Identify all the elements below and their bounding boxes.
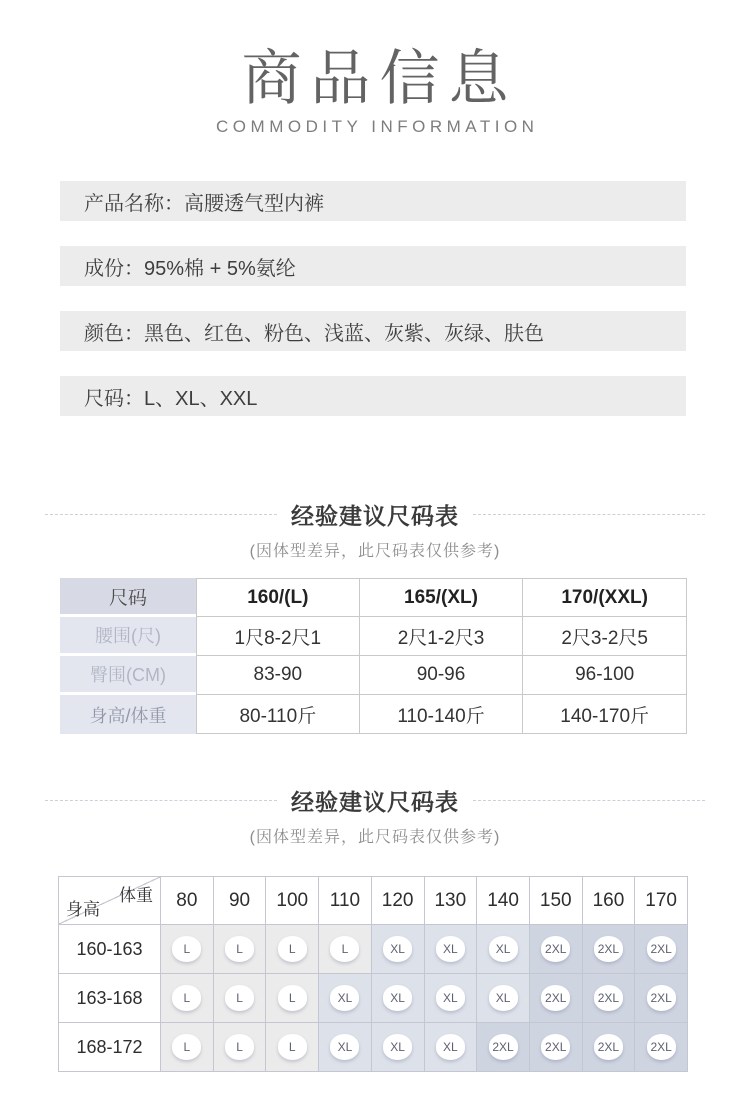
- table-cell: 80-110斤: [196, 695, 360, 734]
- product-info-row-name: [60, 181, 686, 221]
- page-subtitle: COMMODITY INFORMATION: [216, 117, 539, 136]
- product-info-label: 尺码：: [84, 387, 144, 410]
- size-chart-1-title: 经验建议尺码表: [291, 503, 459, 529]
- weight-column-header: 160: [583, 876, 636, 925]
- size-badge: 2XL: [647, 1034, 676, 1060]
- size-cell: [477, 974, 530, 1023]
- section-title-row: [45, 498, 705, 531]
- size-chart-1-note: (因体型差异，此尺码表仅供参考): [249, 543, 501, 560]
- size-cell: [214, 925, 267, 974]
- size-badge: L: [172, 985, 201, 1011]
- product-info-row-colors: [60, 311, 686, 351]
- size-badge: 2XL: [647, 936, 676, 962]
- weight-label: 体重: [119, 886, 153, 905]
- table-cell: 2尺1-2尺3: [360, 617, 524, 656]
- size-cell: [477, 925, 530, 974]
- dashed-divider-left: [45, 514, 277, 515]
- height-row-header: 160-163: [58, 925, 161, 974]
- size-cell: [214, 1023, 267, 1072]
- size-cell: [583, 974, 636, 1023]
- size-cell: [530, 1023, 583, 1072]
- size-badge: L: [278, 1034, 307, 1060]
- size-cell: [635, 1023, 688, 1072]
- dashed-divider-right: [473, 800, 705, 801]
- size-cell: [266, 925, 319, 974]
- size-badge: 2XL: [647, 985, 676, 1011]
- weight-column-header: 80: [161, 876, 214, 925]
- size-cell: [583, 1023, 636, 1072]
- weight-column-header: 90: [214, 876, 267, 925]
- size-cell: [425, 925, 478, 974]
- size-cell: [635, 925, 688, 974]
- size-badge: L: [172, 1034, 201, 1060]
- size-cell: [530, 974, 583, 1023]
- size-cell: [266, 974, 319, 1023]
- product-info-row-sizes: [60, 376, 686, 416]
- weight-column-header: 100: [266, 876, 319, 925]
- table-cell: 110-140斤: [360, 695, 524, 734]
- size-badge: 2XL: [489, 1034, 518, 1060]
- size-cell: [319, 925, 372, 974]
- size-badge: 2XL: [541, 936, 570, 962]
- size-cell: [372, 1023, 425, 1072]
- weight-column-header: 170: [635, 876, 688, 925]
- product-info-label: 成份：: [84, 257, 144, 280]
- table-cell: 140-170斤: [523, 695, 687, 734]
- size-badge: 2XL: [594, 1034, 623, 1060]
- size-cell: [372, 925, 425, 974]
- size-badge: L: [278, 985, 307, 1011]
- table-cell: 90-96: [360, 656, 524, 695]
- product-info-value: 高腰透气型内裤: [184, 192, 324, 215]
- row-label-cell: 尺码: [60, 578, 196, 617]
- diagonal-header-cell: [58, 876, 161, 925]
- size-cell: [635, 974, 688, 1023]
- product-info-list: [60, 181, 686, 416]
- weight-column-header: 120: [372, 876, 425, 925]
- size-badge: XL: [330, 1034, 359, 1060]
- size-badge: XL: [436, 1034, 465, 1060]
- size-badge: XL: [383, 936, 412, 962]
- size-cell: [583, 925, 636, 974]
- row-label-cell: 腰围(尺): [60, 617, 196, 656]
- size-cell: [425, 974, 478, 1023]
- product-info-value: 黑色、红色、粉色、浅蓝、灰紫、灰绿、肤色: [144, 322, 544, 345]
- product-info-value: 95%棉 + 5%氨纶: [144, 257, 296, 280]
- size-badge: L: [278, 936, 307, 962]
- row-label-cell: 身高/体重: [60, 695, 196, 734]
- weight-column-header: 150: [530, 876, 583, 925]
- size-chart-1-section: [45, 498, 705, 561]
- height-row-header: 168-172: [58, 1023, 161, 1072]
- product-info-value: L、XL、XXL: [144, 387, 258, 410]
- size-badge: L: [225, 936, 254, 962]
- size-badge: XL: [383, 1034, 412, 1060]
- size-cell: [372, 974, 425, 1023]
- size-chart-2-section: [45, 784, 705, 847]
- size-badge: XL: [436, 936, 465, 962]
- size-badge: L: [330, 936, 359, 962]
- weight-column-header: 110: [319, 876, 372, 925]
- size-badge: 2XL: [541, 985, 570, 1011]
- size-cell: [214, 974, 267, 1023]
- size-cell: [266, 1023, 319, 1072]
- weight-column-header: 130: [425, 876, 478, 925]
- height-label: 身高: [66, 900, 100, 919]
- size-badge: L: [172, 936, 201, 962]
- size-badge: XL: [436, 985, 465, 1011]
- table-cell: 1尺8-2尺1: [196, 617, 360, 656]
- dashed-divider-right: [473, 514, 705, 515]
- table-cell: 2尺3-2尺5: [523, 617, 687, 656]
- section-title-row: [45, 784, 705, 817]
- size-badge: 2XL: [594, 985, 623, 1011]
- height-row-header: 163-168: [58, 974, 161, 1023]
- size-badge: XL: [489, 936, 518, 962]
- size-cell: [477, 1023, 530, 1072]
- size-chart-2-note: (因体型差异，此尺码表仅供参考): [249, 829, 501, 846]
- size-table-1: [60, 578, 687, 734]
- row-label-cell: 臀围(CM): [60, 656, 196, 695]
- size-cell: [425, 1023, 478, 1072]
- size-badge: L: [225, 1034, 254, 1060]
- size-cell: [161, 1023, 214, 1072]
- column-header-cell: 170/(XXL): [523, 578, 687, 617]
- product-info-row-composition: [60, 246, 686, 286]
- size-chart-2-title: 经验建议尺码表: [291, 789, 459, 815]
- size-badge: 2XL: [541, 1034, 570, 1060]
- size-badge: L: [225, 985, 254, 1011]
- size-cell: [161, 974, 214, 1023]
- size-cell: [530, 925, 583, 974]
- page-header: [0, 0, 750, 137]
- size-cell: [319, 1023, 372, 1072]
- size-cell: [161, 925, 214, 974]
- table-cell: 96-100: [523, 656, 687, 695]
- dashed-divider-left: [45, 800, 277, 801]
- column-header-cell: 165/(XL): [360, 578, 524, 617]
- product-info-label: 颜色：: [84, 322, 144, 345]
- size-cell: [319, 974, 372, 1023]
- page-title: 商品信息: [241, 45, 518, 112]
- size-badge: 2XL: [594, 936, 623, 962]
- size-badge: XL: [489, 985, 518, 1011]
- table-cell: 83-90: [196, 656, 360, 695]
- weight-column-header: 140: [477, 876, 530, 925]
- size-badge: XL: [383, 985, 412, 1011]
- size-table-2: [58, 876, 688, 1072]
- column-header-cell: 160/(L): [196, 578, 360, 617]
- size-badge: XL: [330, 985, 359, 1011]
- product-info-label: 产品名称：: [84, 192, 184, 215]
